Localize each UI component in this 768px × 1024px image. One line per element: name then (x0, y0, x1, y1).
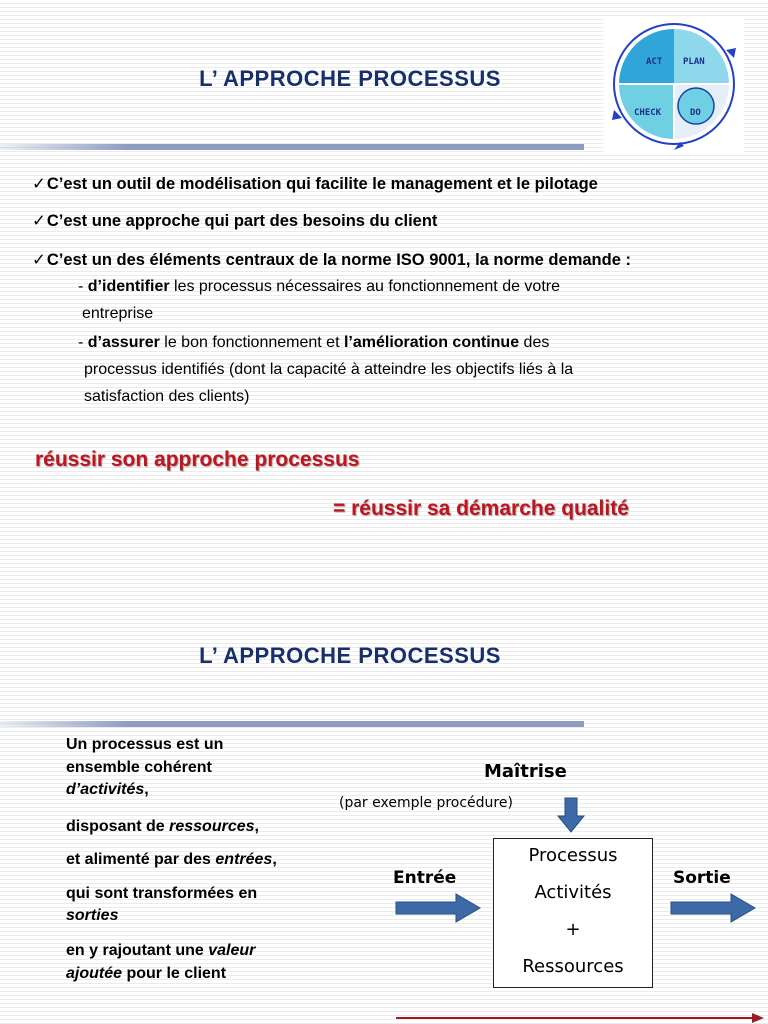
maitrise-down-arrow-icon (556, 796, 586, 834)
sub-item-1: - d’identifier les processus nécessaires au fonctionnement de votre (78, 278, 560, 295)
pdca-wheel-image (604, 18, 744, 154)
act-label: ACT (646, 57, 663, 67)
maitrise-sublabel: (par exemple procédure) (339, 795, 513, 811)
definition-line-1: Un processus est un (66, 736, 224, 753)
process-box-line-1: Processus (528, 845, 618, 866)
red-statement-1: réussir son approche processus (35, 448, 360, 471)
bullet-1 (32, 174, 598, 194)
definition-line-5: et alimenté par des entrées, (66, 851, 277, 868)
process-box-line-3: + (565, 919, 581, 940)
definition-line-9: ajoutée pour le client (66, 965, 227, 982)
entree-label: Entrée (393, 868, 457, 888)
sub-item-2-line-2: processus identifiés (dont la capacité à atteindre les objectifs liés à la (84, 361, 574, 378)
check-icon: ✓ (32, 211, 46, 230)
process-box (493, 838, 653, 988)
bullet-3-text: C’est un des éléments centraux de la norme ISO 9001, la norme demande : (46, 251, 631, 269)
red-statement-2: = réussir sa démarche qualité (333, 497, 629, 520)
definition-line-7: sorties (66, 907, 119, 924)
pdca-wheel (604, 18, 744, 154)
process-box-line-2: Activités (534, 882, 612, 903)
do-label: DO (690, 108, 701, 118)
entree-arrow-icon (394, 892, 484, 924)
sub-item-1-verb: d’identifier (87, 278, 170, 295)
sub-item-1-line-2: entreprise (82, 305, 154, 322)
sub-item-2-emphasis: l’amélioration continue (343, 334, 520, 351)
definition-line-8: en y rajoutant une valeur (66, 942, 256, 959)
title-rule (0, 721, 584, 727)
right-arrow-shape (396, 894, 480, 922)
definition-line-2: ensemble cohérent (66, 759, 212, 776)
check-icon: ✓ (32, 174, 46, 193)
definition-line-3: d’activités, (66, 781, 149, 798)
slide-2-title: L’ APPROCHE PROCESSUS (199, 643, 501, 668)
sortie-label: Sortie (673, 868, 731, 888)
sub-item-2: - d’assurer le bon fonctionnement et l’amélioration continue des (78, 334, 550, 351)
bullet-3 (32, 250, 631, 270)
maitrise-label: Maîtrise (484, 761, 567, 782)
slide-1-title: L’ APPROCHE PROCESSUS (199, 66, 501, 91)
sub-item-2-verb: d’assurer (87, 334, 160, 351)
plan-label: PLAN (683, 57, 705, 67)
process-box-line-4: Ressources (522, 956, 624, 977)
title-rule (0, 144, 584, 150)
bullet-2 (32, 211, 437, 231)
bullet-2-text: C’est une approche qui part des besoins du client (46, 212, 438, 230)
check-icon: ✓ (32, 250, 46, 269)
sortie-arrow-icon (669, 892, 759, 924)
down-arrow-shape (558, 798, 584, 832)
slide-2 (0, 576, 768, 1024)
definition-line-6: qui sont transformées en (66, 885, 258, 902)
sub-item-2-line-3: satisfaction des clients) (84, 388, 250, 405)
bottom-red-arrow-line (396, 1012, 768, 1024)
definition-line-4: disposant de ressources, (66, 818, 259, 835)
check-label: CHECK (634, 108, 662, 118)
bullet-1-text: C’est un outil de modélisation qui facilite le management et le pilotage (46, 175, 598, 193)
right-arrow-shape (671, 894, 755, 922)
